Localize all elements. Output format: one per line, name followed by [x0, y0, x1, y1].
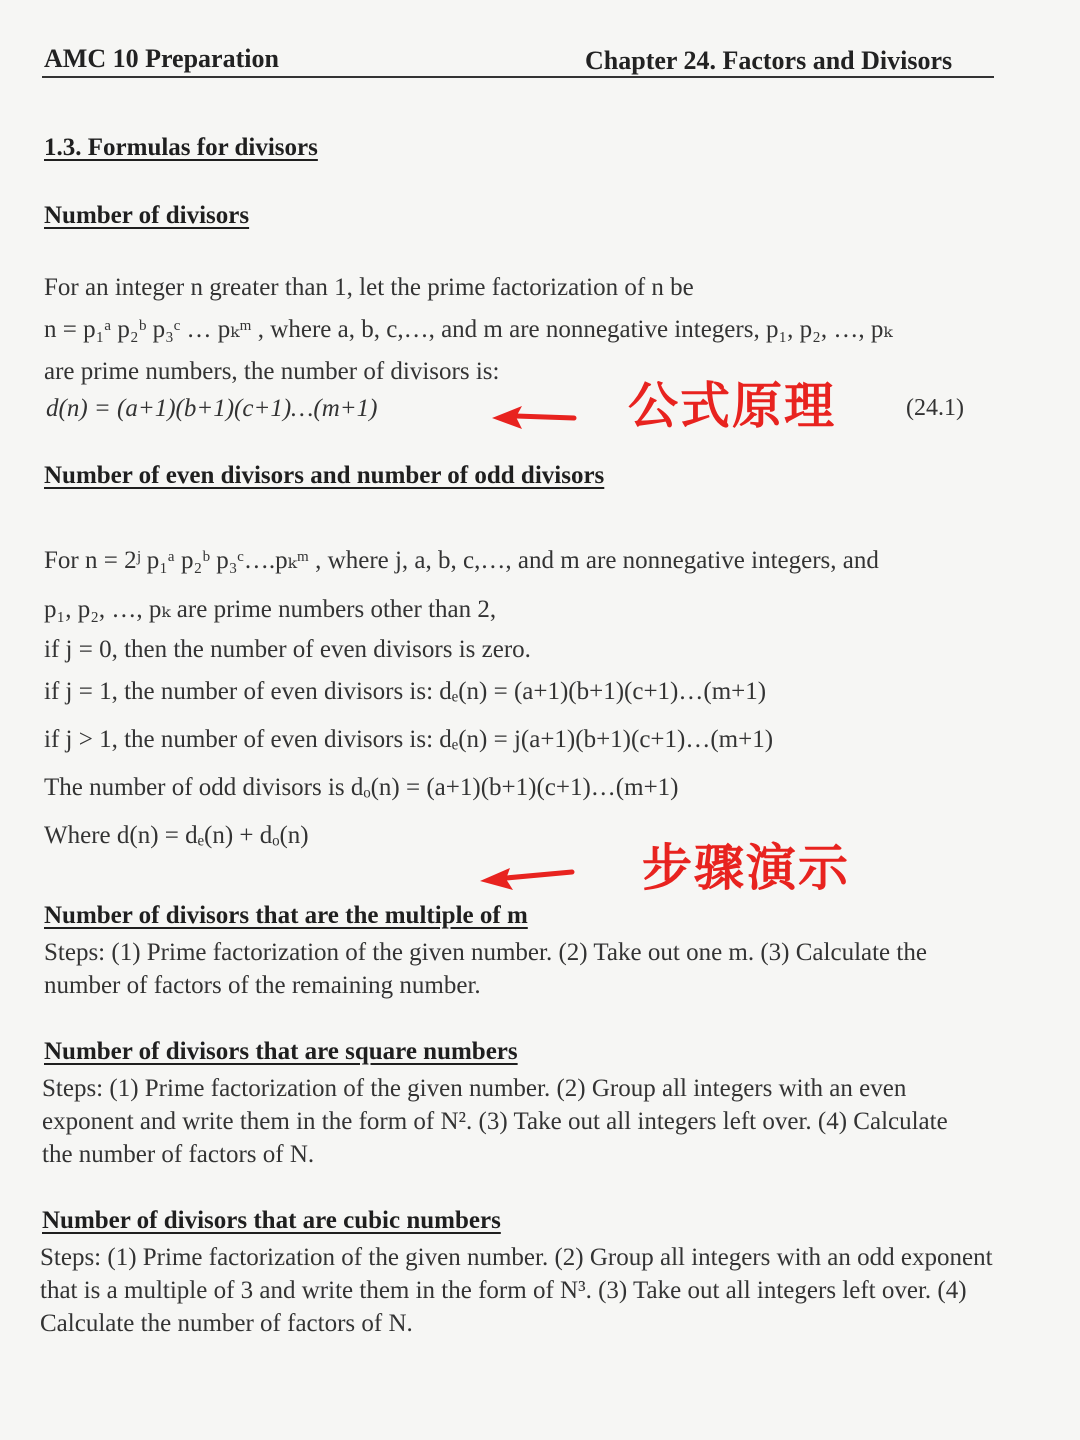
section-title: 1.3. Formulas for divisors — [44, 134, 318, 161]
even-odd-title: Number of even divisors and number of odd divisors — [44, 462, 605, 489]
multiple-of-m-steps: Steps: (1) Prime factorization of the given number. (2) Take out one m. (3) Calculate the number of factors of the remaining number. — [44, 939, 927, 999]
square-numbers-steps: Steps: (1) Prime factorization of the given number. (2) Group all integers with an even exponent and write them in the form of N². (3) Take out all integers left over. (4) Calculate the number of factors of N. — [42, 1075, 948, 1168]
cubic-numbers-title: Number of divisors that are cubic numbers — [42, 1207, 501, 1234]
even-odd-line-6: The number of odd divisors is dₒ(n) = (a+1)(b+1)(c+1)…(m+1) — [44, 774, 679, 801]
red-arrow-left-icon — [488, 398, 578, 438]
even-odd-line-3: if j = 0, then the number of even divisors is zero. — [44, 636, 531, 663]
square-numbers-title: Number of divisors that are square numbers — [44, 1038, 518, 1065]
even-odd-line-2: p₁, p₂, …, pₖ are prime numbers other than 2, — [44, 596, 497, 623]
even-odd-line-1: For n = 2ʲ p₁ᵃ p₂ᵇ p₃ᶜ….pₖᵐ , where j, a, b, c,…, and m are nonnegative integers, and — [44, 547, 879, 574]
header-rule — [42, 76, 994, 78]
divisors-line-1: For an integer n greater than 1, let the prime factorization of n be — [44, 274, 694, 301]
red-arrow-left-icon-2 — [476, 858, 576, 898]
header-left: AMC 10 Preparation — [44, 44, 279, 73]
header-right: Chapter 24. Factors and Divisors — [585, 46, 953, 75]
number-of-divisors-title: Number of divisors — [44, 202, 250, 229]
divisors-line-2: n = p₁ᵃ p₂ᵇ p₃ᶜ … pₖᵐ , where a, b, c,…, and m are nonnegative integers, p₁, p₂, …, pₖ — [44, 316, 893, 343]
even-odd-line-7: Where d(n) = dₑ(n) + dₒ(n) — [44, 822, 309, 849]
divisors-formula: d(n) = (a+1)(b+1)(c+1)…(m+1) — [46, 395, 378, 422]
multiple-of-m-title: Number of divisors that are the multiple of m — [44, 902, 528, 929]
even-odd-line-5: if j > 1, the number of even divisors is: dₑ(n) = j(a+1)(b+1)(c+1)…(m+1) — [44, 726, 774, 753]
equation-number: (24.1) — [906, 395, 964, 421]
cubic-numbers-steps: Steps: (1) Prime factorization of the given number. (2) Group all integers with an odd exponent that is a multiple of 3 and write them in the form of N³. (3) Take out all integers left over. (4) Calculate the number of factors of N. — [40, 1244, 993, 1337]
divisors-line-3: are prime numbers, the number of divisors is: — [44, 358, 500, 385]
annotation-formula-principle: 公式原理 — [628, 377, 836, 435]
even-odd-line-4: if j = 1, the number of even divisors is: dₑ(n) = (a+1)(b+1)(c+1)…(m+1) — [44, 678, 767, 705]
annotation-step-demo: 步骤演示 — [642, 839, 850, 897]
